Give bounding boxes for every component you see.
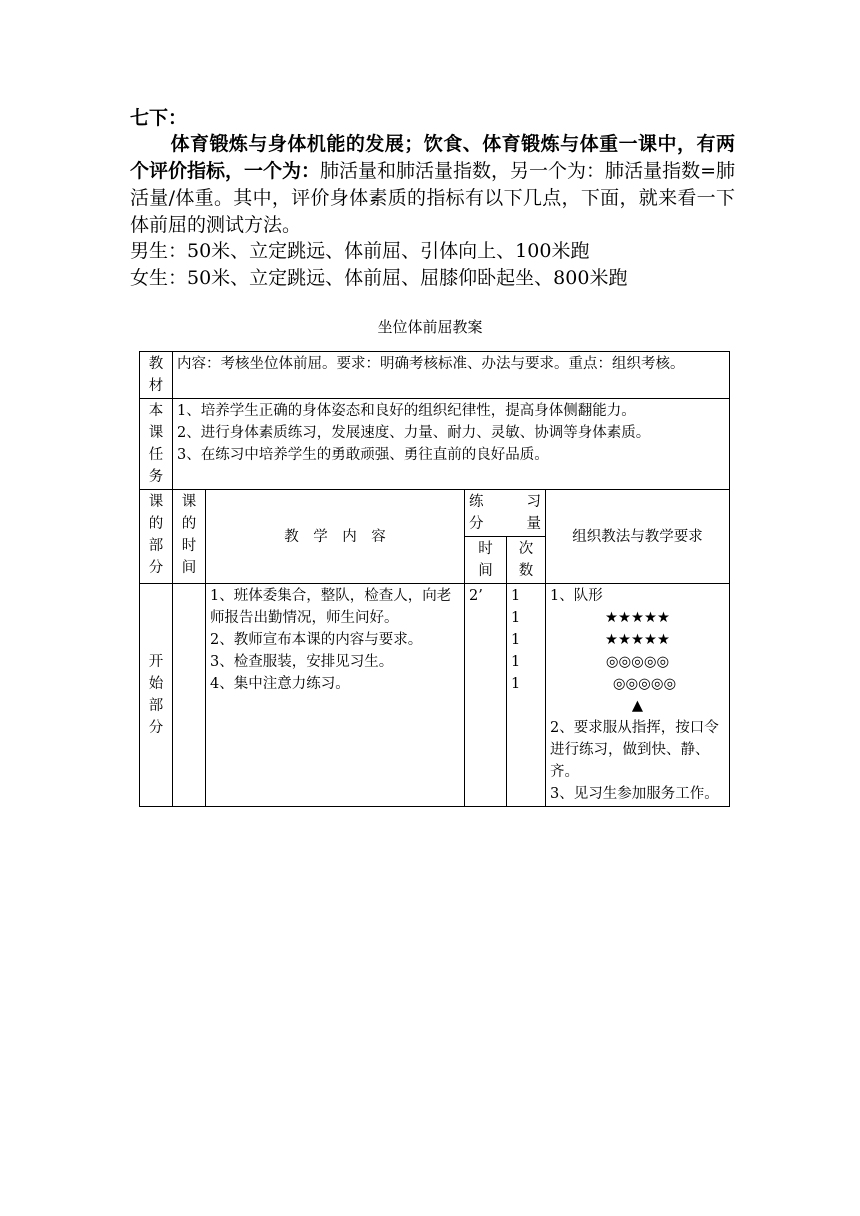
male-items-line: 男生：50米、立定跳远、体前屈、引体向上、100米跑 xyxy=(130,240,590,262)
start-section-label-cell xyxy=(140,584,173,807)
header-time-sub-cell xyxy=(465,537,507,584)
formation-row-circles: ◎◎◎◎◎ xyxy=(612,676,677,692)
header-part-cell xyxy=(140,490,173,584)
tasks-cell xyxy=(173,399,730,490)
start-section-method xyxy=(546,584,730,807)
header-content: 教 学 内 容 xyxy=(206,490,465,584)
header-method: 组织教法与教学要求 xyxy=(546,490,730,584)
tasks-label: 本课任务 xyxy=(148,403,164,485)
header-part: 课的部分 xyxy=(148,494,164,576)
formation-row-stars: ★★★★★ xyxy=(605,610,670,626)
header-time-cell xyxy=(173,490,206,584)
header-time: 课的时间 xyxy=(181,494,197,576)
header-count-sub: 次数 xyxy=(518,541,534,579)
teaching-material-cell: 内容：考核坐位体前屈。要求：明确考核标准、办法与要求。重点：组织考核。 xyxy=(173,352,730,399)
task-item: 2、进行身体素质练习，发展速度、力量、耐力、灵敏、协调等身体素质。 xyxy=(177,425,651,441)
header-count-sub-cell xyxy=(507,537,546,584)
method-note: 2、要求服从指挥，按口令进行练习，做到快、静、齐。 xyxy=(550,720,719,780)
task-item: 3、在练习中培养学生的勇敢顽强、勇往直前的良好品质。 xyxy=(177,447,549,463)
intro-paragraph xyxy=(130,131,735,239)
formation-row-stars: ★★★★★ xyxy=(605,632,670,648)
start-section-label: 开始部分 xyxy=(148,654,164,736)
table-header-row xyxy=(140,490,730,537)
teaching-material-label-cell xyxy=(140,352,173,399)
start-section-counts xyxy=(507,584,546,807)
header-load-char: 分 xyxy=(469,516,484,532)
tasks-label-cell xyxy=(140,399,173,490)
section-heading: 七下： xyxy=(130,107,188,129)
intro-text: 肺活量和肺活量指数，另一个为：肺活量指数=肺活量/体重。其中，评价身体素质的指标有以下几点，下面，就来看一下体前屈的测试方法。 xyxy=(130,160,735,236)
table-row xyxy=(140,584,730,807)
table-row xyxy=(140,399,730,490)
content-item: 2、教师宣布本课的内容与要求。 xyxy=(210,632,423,648)
lesson-plan-table xyxy=(139,351,730,807)
count-value: 1 xyxy=(511,632,521,648)
table-caption: 坐位体前屈教案 xyxy=(377,318,483,336)
content-item: 1、班体委集合，整队，检查人，向老师报告出勤情况，师生问好。 xyxy=(210,588,452,626)
teacher-marker: ▲ xyxy=(631,698,644,714)
formation-row-circles: ◎◎◎◎◎ xyxy=(605,654,670,670)
start-section-time-cell xyxy=(173,584,206,807)
formation-label: 1、队形 xyxy=(550,588,603,604)
method-note: 3、见习生参加服务工作。 xyxy=(550,786,719,802)
count-value: 1 xyxy=(511,610,521,626)
header-load-char: 习 xyxy=(526,494,541,510)
teaching-material-label: 教材 xyxy=(148,356,164,394)
intro-bold-text: 体育锻炼与身体机能的发展；饮食、体育锻炼与体重一课中，有两个评价指标，一个为： xyxy=(130,133,735,182)
count-value: 1 xyxy=(511,654,521,670)
female-items-line: 女生：50米、立定跳远、体前屈、屈膝仰卧起坐、800米跑 xyxy=(130,267,628,289)
formation-diagram xyxy=(550,607,725,717)
task-item: 1、培养学生正确的身体姿态和良好的组织纪律性，提高身体侧翻能力。 xyxy=(177,403,636,419)
header-load-line1 xyxy=(469,491,541,513)
header-load-line2 xyxy=(469,513,541,535)
start-section-duration: 2’ xyxy=(465,584,507,807)
start-section-contents xyxy=(206,584,465,807)
header-time-sub: 时间 xyxy=(478,541,493,579)
count-value: 1 xyxy=(511,676,521,692)
content-item: 3、检查服装，安排见习生。 xyxy=(210,654,394,670)
count-value: 1 xyxy=(511,588,521,604)
header-load-char: 练 xyxy=(469,494,484,510)
header-load-char: 量 xyxy=(526,516,541,532)
content-item: 4、集中注意力练习。 xyxy=(210,676,350,692)
table-row xyxy=(140,352,730,399)
header-load-cell xyxy=(465,490,546,537)
